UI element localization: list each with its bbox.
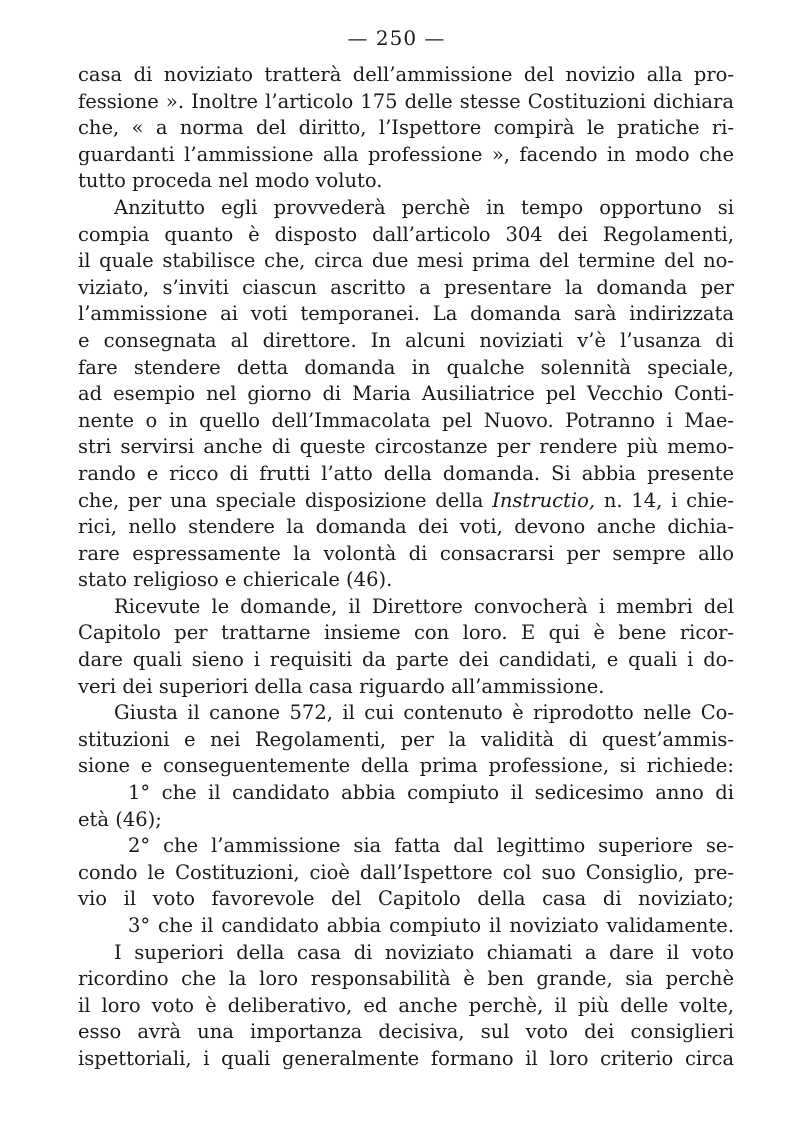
- text-line: Giusta il canone 572, il cui contenuto è riprodotto nelle Co-: [114, 701, 734, 725]
- italic-title: Instructio,: [492, 488, 596, 512]
- text-line: compia quanto è disposto dall’articolo 304 dei Regolamenti,: [78, 222, 734, 246]
- body-text: [78, 62, 734, 1073]
- text-line: rici, nello stendere la domanda dei voti, devono anche dichia-: [78, 515, 734, 539]
- text-line: stituzioni e nei Regolamenti, per la validità di quest’ammis-: [78, 727, 734, 751]
- text-line: e consegnata al direttore. In alcuni noviziati v’è l’usanza di: [78, 328, 734, 352]
- text-line: veri dei superiori della casa riguardo all’ammissione.: [78, 674, 605, 698]
- text-line: tutto proceda nel modo voluto.: [78, 169, 383, 193]
- text-line: il loro voto è deliberativo, ed anche perchè, il più delle volte,: [78, 993, 734, 1017]
- text-line: I superiori della casa di noviziato chiamati a dare il voto: [114, 940, 734, 964]
- text-line: vio il voto favorevole del Capitolo della casa di noviziato;: [78, 887, 734, 911]
- text-line-segment: n. 14, i chie-: [595, 488, 734, 512]
- text-line: nente o in quello dell’Immacolata pel Nuovo. Potranno i Mae-: [78, 408, 734, 432]
- text-line: dare quali sieno i requisiti da parte dei candidati, e quali i do-: [78, 648, 734, 672]
- text-line: fare stendere detta domanda in qualche solennità speciale,: [78, 355, 734, 379]
- text-line: rare espressamente la volontà di consacrarsi per sempre allo: [78, 541, 734, 565]
- text-line: [78, 488, 734, 515]
- text-line: ispettoriali, i quali generalmente formano il loro criterio circa: [78, 1046, 734, 1070]
- text-line: ricordino che la loro responsabilità è ben grande, sia perchè: [78, 967, 734, 991]
- text-line: viziato, s’inviti ciascun ascritto a presentare la domanda per: [78, 275, 734, 299]
- text-line: età (46);: [78, 807, 162, 831]
- text-line: Anzitutto egli provvederà perchè in tempo opportuno si: [114, 195, 734, 219]
- text-line: fessione ». Inoltre l’articolo 175 delle stesse Costituzioni dichiara: [78, 89, 734, 113]
- text-line: sione e conseguentemente della prima professione, si richiede:: [78, 754, 734, 778]
- text-line: ad esempio nel giorno di Maria Ausiliatrice pel Vecchio Conti-: [78, 382, 734, 406]
- text-line: 1° che il candidato abbia compiuto il sedicesimo anno di: [128, 781, 734, 805]
- text-line: Capitolo per trattarne insieme con loro. E qui è bene ricor-: [78, 621, 734, 645]
- page-number: — 250 —: [347, 26, 446, 50]
- text-line-segment: che, per una speciale disposizione della: [78, 488, 493, 512]
- text-line: che, « a norma del diritto, l’Ispettore compirà le pratiche ri-: [78, 116, 734, 140]
- text-line: condo le Costituzioni, cioè dall’Ispettore col suo Consiglio, pre-: [78, 860, 734, 884]
- text-line: Ricevute le domande, il Direttore convocherà i membri del: [114, 594, 734, 618]
- text-line: stri servirsi anche di queste circostanze per rendere più memo-: [78, 435, 734, 459]
- text-line: l’ammissione ai voti temporanei. La domanda sarà indirizzata: [78, 302, 734, 326]
- text-line: 3° che il candidato abbia compiuto il noviziato validamente.: [128, 914, 734, 937]
- text-line: rando e ricco di frutti l’atto della domanda. Si abbia presente: [78, 461, 734, 485]
- text-line: guardanti l’ammissione alla professione », facendo in modo che: [78, 142, 734, 166]
- text-line: 2° che l’ammissione sia fatta dal legittimo superiore se-: [128, 834, 734, 858]
- text-line: il quale stabilisce che, circa due mesi prima del termine del no-: [78, 249, 734, 273]
- text-line: esso avrà una importanza decisiva, sul voto dei consiglieri: [78, 1020, 734, 1044]
- text-line: casa di noviziato tratterà dell’ammissione del novizio alla pro-: [78, 63, 734, 86]
- text-line: stato religioso e chiericale (46).: [78, 568, 393, 592]
